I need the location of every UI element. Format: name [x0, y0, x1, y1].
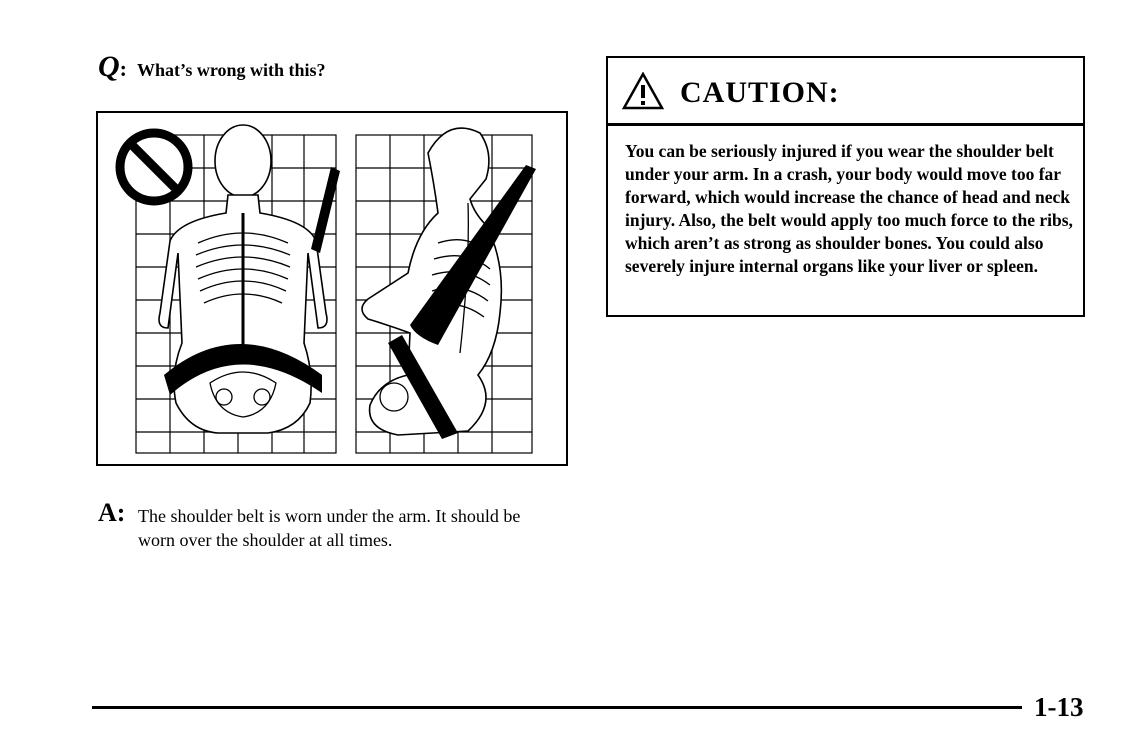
illustration-drawing: [98, 113, 566, 464]
question-text: What’s wrong with this?: [137, 60, 326, 80]
caution-body: You can be seriously injured if you wear the shoulder belt under your arm. In a crash, your body would move too far forward, which would increase the chance of head and neck injury. Also, the belt would apply too much force to the ribs, which aren’t as strong as shoulder bones. You could also severely injure internal organs like your liver or spleen.: [625, 141, 1073, 276]
page-number: 1-13: [1034, 692, 1084, 722]
caution-header: [608, 58, 1083, 126]
question-line: [98, 50, 326, 84]
question-colon: :: [119, 56, 127, 81]
warning-triangle-icon: [622, 72, 664, 110]
footer-rule: [92, 706, 1022, 709]
question-mark-letter: Q: [98, 50, 120, 83]
caution-box: [606, 56, 1085, 317]
seatbelt-illustration: [96, 111, 568, 466]
answer-text: The shoulder belt is worn under the arm. It should be worn over the shoulder at all times.: [138, 506, 521, 550]
prohibition-icon: [120, 133, 188, 201]
answer-mark-letter: A:: [98, 498, 126, 527]
caution-title: CAUTION:: [680, 76, 840, 109]
